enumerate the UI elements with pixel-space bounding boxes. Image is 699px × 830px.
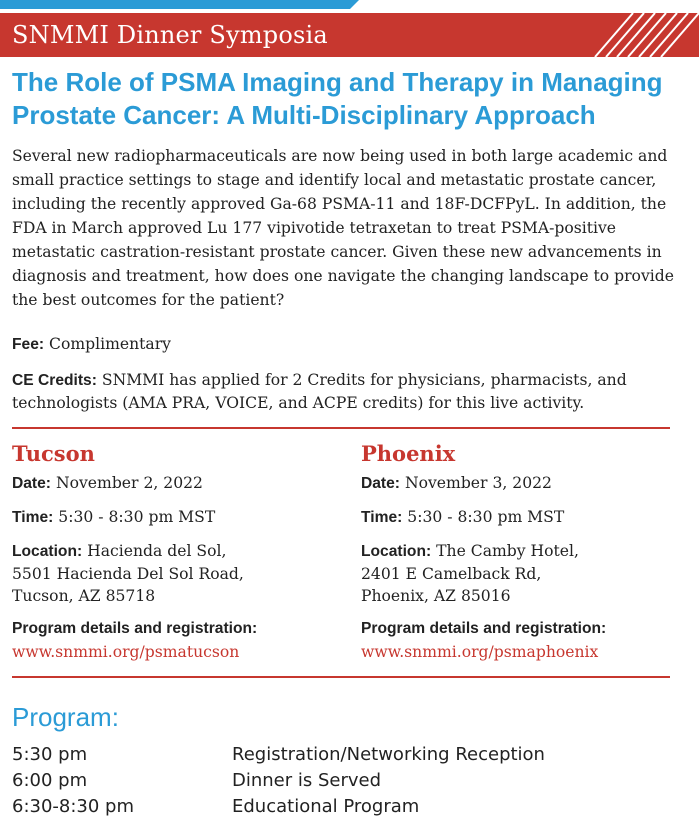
schedule-time: 5:30 pm	[12, 744, 88, 765]
schedule-row	[12, 742, 672, 768]
location-column-tucson	[12, 440, 342, 664]
schedule-event: Dinner is Served	[232, 770, 382, 791]
schedule-time: 6:00 pm	[12, 770, 88, 791]
time-field	[12, 506, 342, 529]
schedule-row	[12, 794, 672, 820]
date-field	[12, 472, 342, 495]
time-field	[361, 506, 691, 529]
schedule-event: Registration/Networking Reception	[232, 744, 545, 765]
location-line: Tucson, AZ 85718	[12, 587, 156, 605]
date-value: November 2, 2022	[55, 474, 203, 492]
location-label: Location:	[361, 543, 432, 560]
divider-top	[12, 427, 670, 429]
location-column-phoenix	[361, 440, 691, 664]
schedule-row	[12, 768, 672, 794]
time-value: 5:30 - 8:30 pm MST	[58, 508, 216, 526]
divider-bottom	[12, 676, 670, 678]
city-heading: Tucson	[12, 441, 95, 466]
fee-line	[12, 333, 171, 356]
location-line: The Camby Hotel,	[436, 542, 579, 560]
time-label: Time:	[12, 509, 54, 526]
registration-link[interactable]: www.snmmi.org/psmaphoenix	[361, 643, 599, 661]
header-banner	[0, 13, 699, 57]
time-label: Time:	[361, 509, 403, 526]
location-line: Phoenix, AZ 85016	[361, 587, 511, 605]
page-title: The Role of PSMA Imaging and Therapy in Managing Prostate Cancer: A Multi-Disciplinary Approach	[12, 67, 663, 130]
date-label: Date:	[361, 475, 400, 492]
schedule-time: 6:30-8:30 pm	[12, 796, 135, 817]
ce-credits-line	[12, 369, 682, 414]
intro-paragraph: Several new radiopharmaceuticals are now being used in both large academic and small practice settings to stage and identify local and metastatic prostate cancer, including the recently approved Ga-68 PSMA-11 and 18F-DCFPyL. In addition, the FDA in March approved Lu 177 vipivotide tetraxetan to treat PSMA-positive metastatic castration-resistant prostate cancer. Given these new advancements in diagnosis and treatment, how does one navigate the changing landscape to provide the best outcomes for the patient?	[12, 147, 674, 309]
program-schedule	[12, 742, 672, 820]
ce-credits-value: SNMMI has applied for 2 Credits for physicians, pharmacists, and technologists (AMA PRA, VOICE, and ACPE credits) for this live activity.	[12, 371, 627, 412]
diagonal-hatch-decoration	[589, 13, 699, 57]
location-label: Location:	[12, 543, 83, 560]
program-heading: Program:	[12, 702, 119, 732]
banner-title: SNMMI Dinner Symposia	[12, 21, 328, 49]
registration-link[interactable]: www.snmmi.org/psmatucson	[12, 643, 240, 661]
city-heading: Phoenix	[361, 441, 456, 466]
location-field	[361, 540, 691, 607]
top-accent-stripe	[0, 0, 350, 9]
location-field	[12, 540, 342, 607]
date-label: Date:	[12, 475, 51, 492]
time-value: 5:30 - 8:30 pm MST	[407, 508, 565, 526]
schedule-event: Educational Program	[232, 796, 420, 817]
fee-value: Complimentary	[49, 335, 171, 353]
location-line: 2401 E Camelback Rd,	[361, 565, 542, 583]
date-value: November 3, 2022	[404, 474, 552, 492]
fee-label: Fee:	[12, 336, 45, 353]
registration-label: Program details and registration:	[12, 620, 258, 637]
date-field	[361, 472, 691, 495]
location-line: 5501 Hacienda Del Sol Road,	[12, 565, 244, 583]
ce-credits-label: CE Credits:	[12, 372, 97, 389]
registration-label: Program details and registration:	[361, 620, 607, 637]
location-line: Hacienda del Sol,	[87, 542, 227, 560]
